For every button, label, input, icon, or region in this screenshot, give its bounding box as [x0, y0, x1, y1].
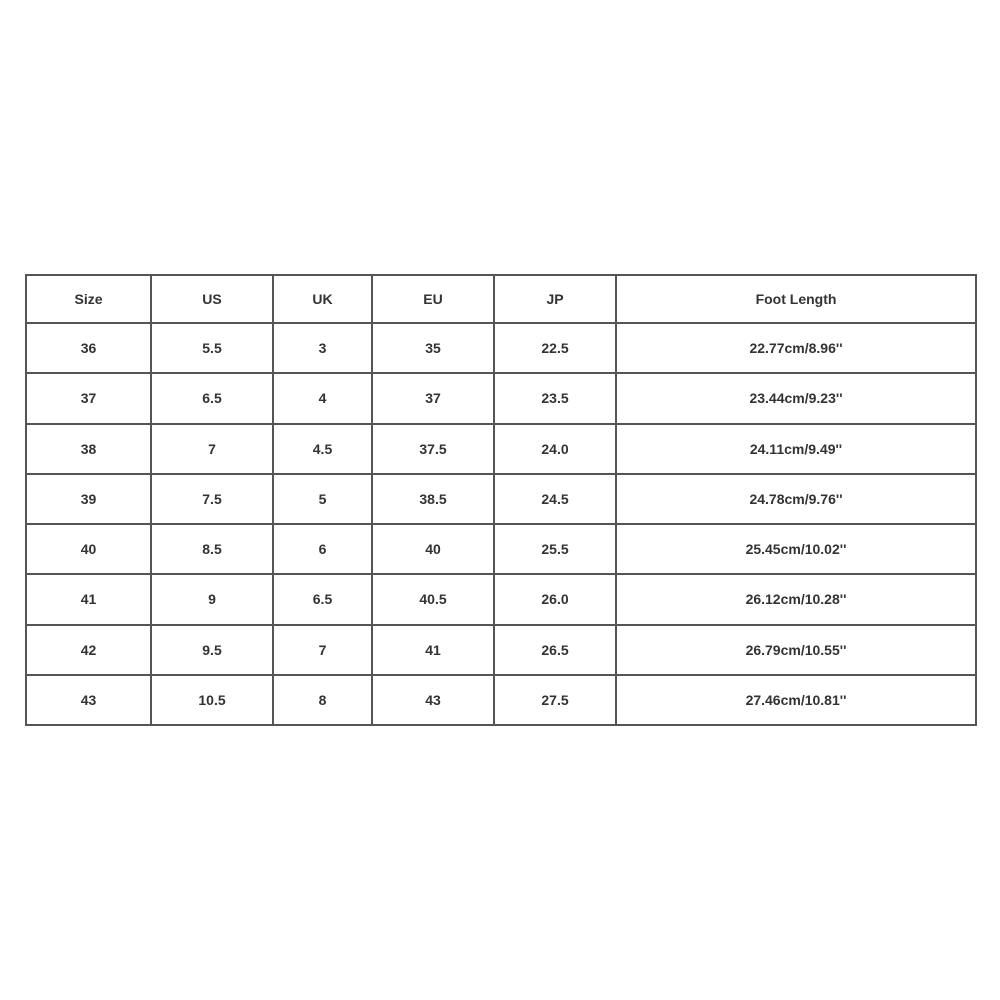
cell-eu: 40: [372, 524, 494, 574]
cell-uk: 6.5: [273, 574, 372, 624]
cell-jp: 26.5: [494, 625, 616, 675]
table-row: [26, 625, 976, 675]
cell-jp: 26.0: [494, 574, 616, 624]
table-row: [26, 373, 976, 423]
cell-jp: 24.5: [494, 474, 616, 524]
cell-size: 42: [26, 625, 151, 675]
cell-us: 8.5: [151, 524, 273, 574]
header-jp: JP: [494, 275, 616, 323]
cell-uk: 6: [273, 524, 372, 574]
cell-size: 43: [26, 675, 151, 725]
cell-size: 36: [26, 323, 151, 373]
cell-us: 7.5: [151, 474, 273, 524]
cell-us: 9.5: [151, 625, 273, 675]
header-eu: EU: [372, 275, 494, 323]
table-row: [26, 474, 976, 524]
cell-eu: 38.5: [372, 474, 494, 524]
cell-us: 6.5: [151, 373, 273, 423]
cell-jp: 23.5: [494, 373, 616, 423]
cell-foot-length: 23.44cm/9.23'': [616, 373, 976, 423]
header-uk: UK: [273, 275, 372, 323]
cell-us: 10.5: [151, 675, 273, 725]
cell-foot-length: 24.11cm/9.49'': [616, 424, 976, 474]
header-us: US: [151, 275, 273, 323]
cell-eu: 35: [372, 323, 494, 373]
cell-us: 7: [151, 424, 273, 474]
cell-jp: 27.5: [494, 675, 616, 725]
cell-eu: 37.5: [372, 424, 494, 474]
cell-foot-length: 22.77cm/8.96'': [616, 323, 976, 373]
header-foot-length: Foot Length: [616, 275, 976, 323]
cell-jp: 25.5: [494, 524, 616, 574]
cell-size: 38: [26, 424, 151, 474]
cell-eu: 41: [372, 625, 494, 675]
cell-uk: 3: [273, 323, 372, 373]
cell-size: 41: [26, 574, 151, 624]
cell-size: 37: [26, 373, 151, 423]
cell-jp: 24.0: [494, 424, 616, 474]
cell-foot-length: 26.79cm/10.55'': [616, 625, 976, 675]
cell-eu: 43: [372, 675, 494, 725]
cell-foot-length: 25.45cm/10.02'': [616, 524, 976, 574]
cell-uk: 5: [273, 474, 372, 524]
table-row: [26, 675, 976, 725]
cell-uk: 4.5: [273, 424, 372, 474]
cell-foot-length: 24.78cm/9.76'': [616, 474, 976, 524]
cell-eu: 40.5: [372, 574, 494, 624]
cell-us: 9: [151, 574, 273, 624]
cell-us: 5.5: [151, 323, 273, 373]
cell-size: 39: [26, 474, 151, 524]
cell-foot-length: 26.12cm/10.28'': [616, 574, 976, 624]
cell-size: 40: [26, 524, 151, 574]
header-size: Size: [26, 275, 151, 323]
cell-foot-length: 27.46cm/10.81'': [616, 675, 976, 725]
cell-uk: 8: [273, 675, 372, 725]
size-chart-table: [25, 274, 977, 726]
cell-uk: 4: [273, 373, 372, 423]
cell-uk: 7: [273, 625, 372, 675]
cell-eu: 37: [372, 373, 494, 423]
table-row: [26, 424, 976, 474]
table-header-row: [26, 275, 976, 323]
cell-jp: 22.5: [494, 323, 616, 373]
table-row: [26, 574, 976, 624]
table-row: [26, 323, 976, 373]
table-row: [26, 524, 976, 574]
